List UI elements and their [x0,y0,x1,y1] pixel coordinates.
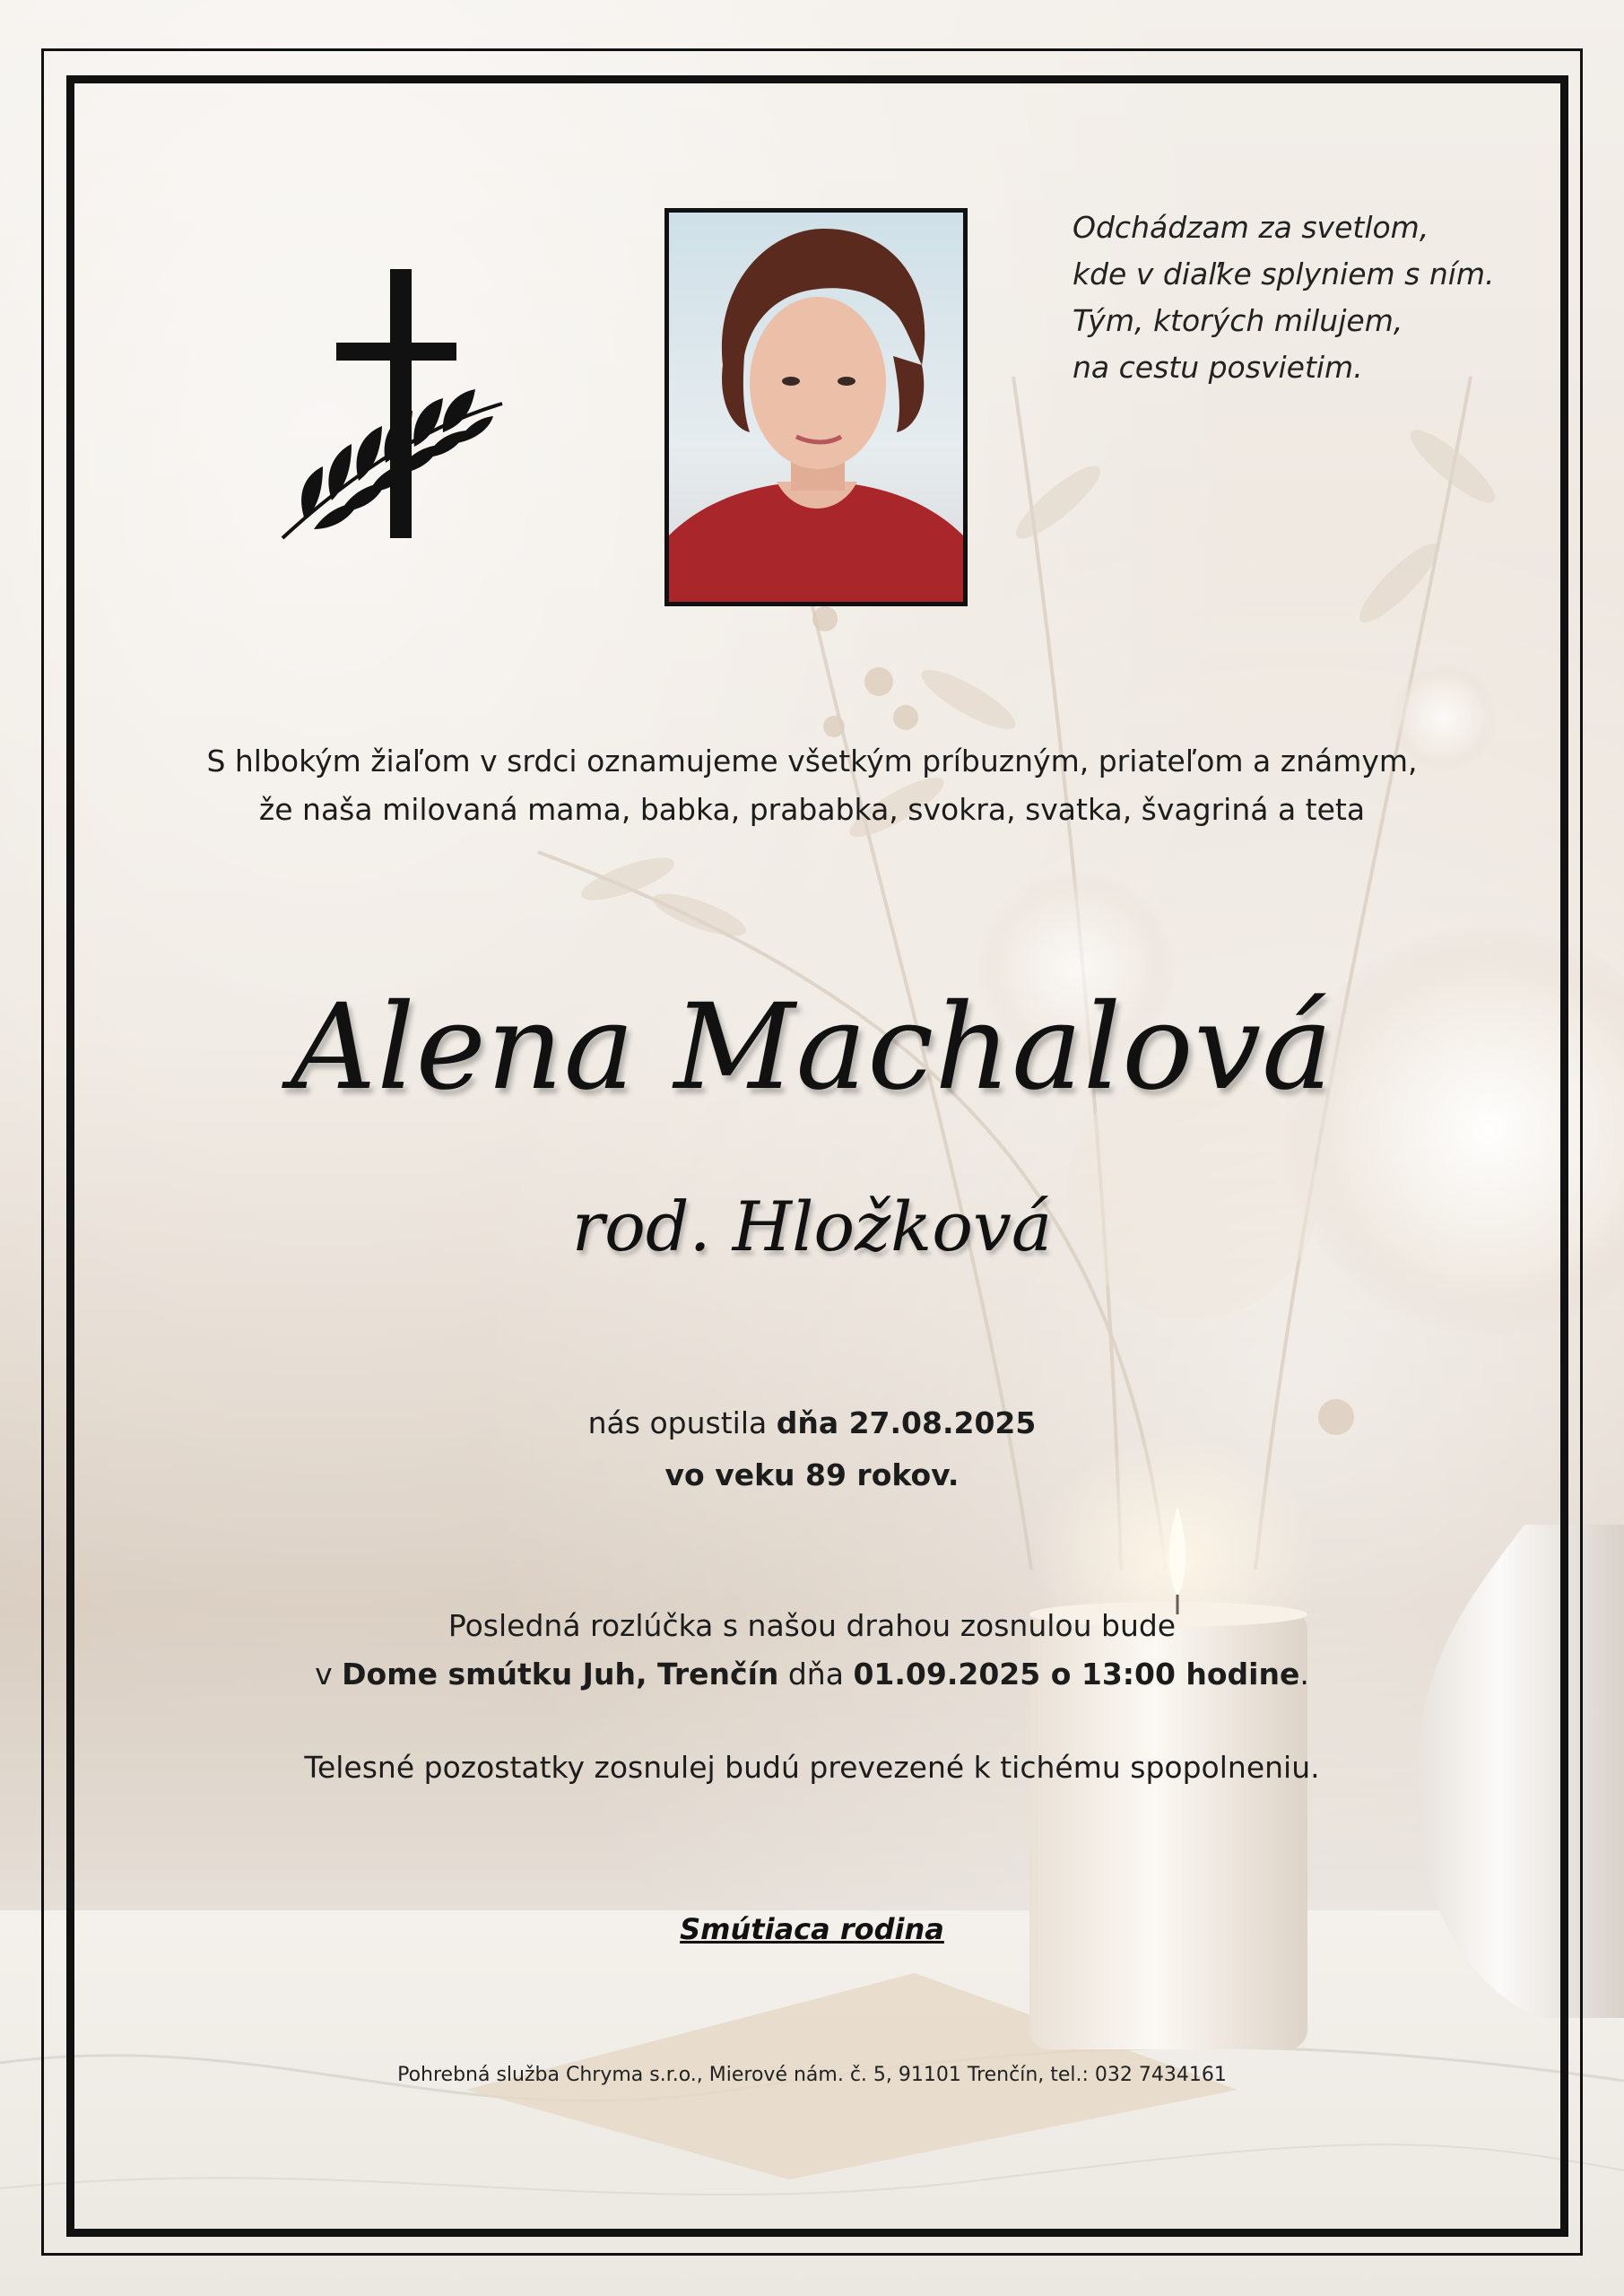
funeral-mid: dňa [778,1657,854,1692]
death-date: dňa 27.08.2025 [776,1405,1037,1440]
funeral-info [90,1602,1534,1699]
portrait-illustration [669,213,963,602]
death-prefix: nás opustila [587,1405,777,1440]
intro-line: S hlbokým žiaľom v srdci oznamujeme všetkým príbuzným, priateľom a známym, [206,744,1418,778]
poem [1073,204,1539,391]
cremation-note: Telesné pozostatky zosnulej budú prevezené k tichému spopolneniu. [304,1750,1320,1785]
poem-line: Tým, ktorých milujem, [1073,303,1403,338]
deceased-name: Alena Machalová [291,978,1333,1117]
funeral-line: Posledná rozlúčka s našou drahou zosnulou bude [447,1608,1177,1643]
maiden-name: rod. Hložková [571,1187,1053,1266]
intro-line: že naša milovaná mama, babka, prababka, svokra, svatka, švagriná a teta [258,792,1366,827]
poem-line: na cestu posvietim. [1073,350,1363,385]
age: vo veku 89 rokov. [664,1457,960,1492]
mourning-family: Smútiaca rodina [680,1912,944,1946]
death-date-line [90,1397,1534,1449]
funeral-place: Dome smútku Juh, Trenčín [342,1657,779,1692]
funeral-service-footer: Pohrebná služba Chryma s.r.o., Mierové nám. č. 5, 91101 Trenčín, tel.: 032 7434161 [397,2064,1227,2086]
age-line [90,1449,1534,1501]
funeral-place-line [90,1650,1534,1699]
funeral-pre: v [315,1657,343,1692]
portrait-photo [664,208,968,606]
funeral-datetime: 01.09.2025 o 13:00 hodine [853,1657,1300,1692]
funeral-end: . [1299,1657,1309,1692]
poem-line: kde v diaľke splyniem s ním. [1073,257,1495,291]
cross-with-palm-icon [269,260,529,556]
poem-line: Odchádzam za svetlom, [1073,210,1429,245]
announcement-intro [90,737,1534,834]
death-info [90,1397,1534,1501]
